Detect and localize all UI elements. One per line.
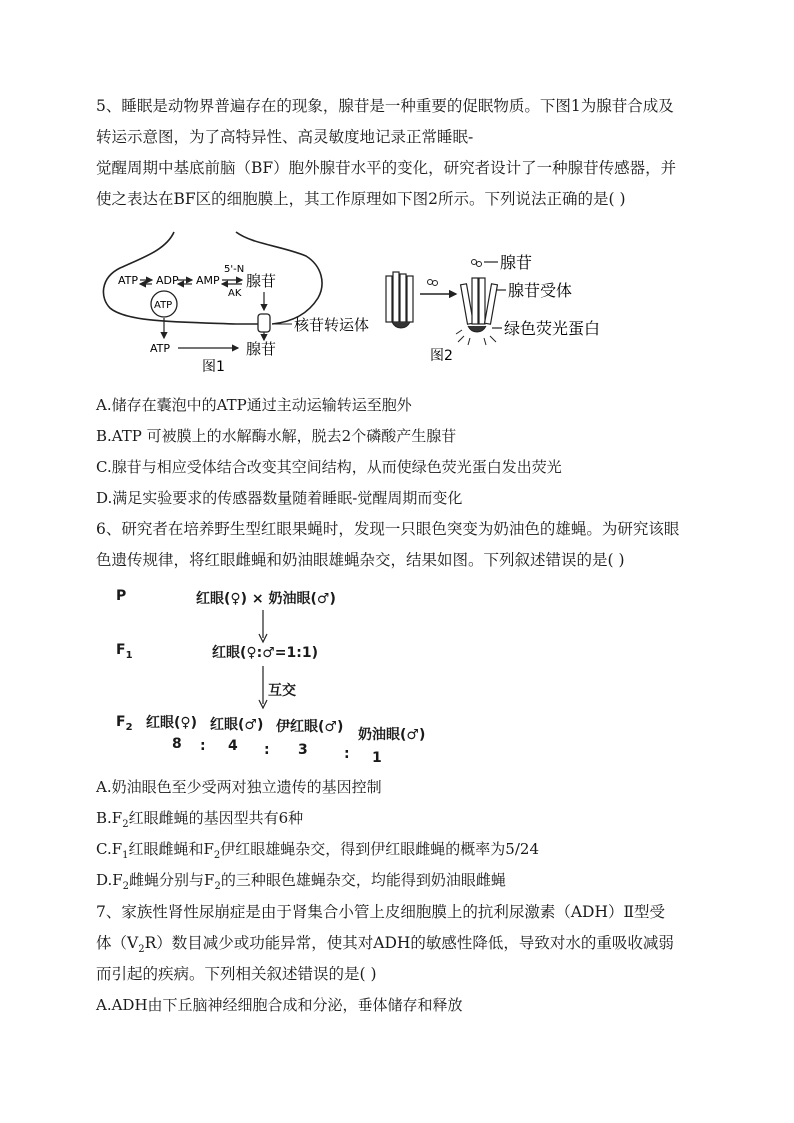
q5-option-a[interactable]: A.储存在囊泡中的ATP通过主动运输转运至胞外 — [96, 396, 412, 414]
ratio-colon-1: : — [200, 738, 206, 754]
q7-option-a[interactable]: A.ADH由下丘脑神经细胞合成和分泌，垂体储存和释放 — [96, 996, 463, 1014]
fig1-amp: AMP — [196, 274, 220, 287]
fig1-transporter: 核苷转运体 — [294, 316, 370, 334]
f2-phenotype-1: 红眼(♀) — [146, 715, 198, 731]
q6-option-c[interactable]: $C.F_1$红眼雌蝇和$F_2$伊红眼雄蝇杂交，得到伊红眼雌蝇的概率为5/24 — [96, 840, 539, 861]
arrow-p-f1 — [256, 610, 270, 644]
q7-stem-line3: 而引起的疾病。下列相关叙述错误的是( ) — [96, 965, 377, 983]
f2-label: $F_2$ — [116, 714, 133, 733]
f2-phenotype-2: 红眼(♂) — [210, 717, 264, 733]
f1-label: $F_1$ — [116, 642, 133, 661]
fig2-gfp: 绿色荧光蛋白 — [504, 319, 601, 338]
q6-stem-line2: 色遗传规律，将红眼雌蝇和奶油眼雄蝇杂交，结果如图。下列叙述错误的是( ) — [96, 551, 625, 569]
fig1-atp-out: ATP — [150, 342, 171, 355]
fig1-atp: ATP — [118, 274, 139, 287]
q5-stem-line1: 5、睡眠是动物界普遍存在的现象，腺苷是一种重要的促眠物质。下图1为腺苷合成及 — [96, 97, 674, 115]
fig1-adenosine-out: 腺苷 — [246, 340, 277, 358]
q7-stem-line1: 7、家族性肾性尿崩症是由于肾集合小管上皮细胞膜上的抗利尿激素（ADH）Ⅱ型受 — [96, 903, 666, 921]
q5-option-b[interactable]: B.ATP 可被膜上的水解酶水解，脱去2个磷酸产生腺苷 — [96, 427, 457, 445]
q5-option-d[interactable]: D.满足实验要求的传感器数量随着睡眠-觉醒周期而变化 — [96, 489, 463, 507]
fig1-atp-vesicle: ATP — [154, 300, 173, 311]
q5-stem-line2: 转运示意图，为了高特异性、高灵敏度地记录正常睡眠- — [96, 128, 474, 146]
ratio-3: 3 — [298, 742, 308, 758]
p-label: P — [116, 588, 127, 604]
fig1-enzyme-ak: AK — [228, 288, 242, 299]
sensor-unbound — [386, 272, 413, 328]
fig1-caption: 图1 — [202, 359, 225, 375]
intercross-label: 互交 — [268, 683, 296, 699]
q5-stem-line4: 使之表达在BF区的细胞膜上，其工作原理如下图2所示。下列说法正确的是( ) — [96, 190, 626, 208]
fig2-receptor: 腺苷受体 — [508, 281, 573, 300]
f2-phenotype-4: 奶油眼(♂) — [358, 727, 426, 743]
q5-stem-line3: 觉醒周期中基底前脑（BF）胞外腺苷水平的变化，研究者设计了一种腺苷传感器，并 — [96, 159, 677, 177]
q6-option-a[interactable]: A.奶油眼色至少受两对独立遗传的基因控制 — [96, 778, 382, 796]
fig1-adenosine-in: 腺苷 — [246, 272, 277, 290]
ratio-1: 8 — [172, 736, 182, 752]
p-cross: 红眼(♀) × 奶油眼(♂) — [196, 591, 336, 607]
q6-option-d[interactable]: $D.F_2$雌蝇分别与$F_2$的三种眼色雄蝇杂交，均能得到奶油眼雌蝇 — [96, 871, 506, 892]
q6-stem-line1: 6、研究者在培养野生型红眼果蝇时，发现一只眼色突变为奶油色的雄蝇。为研究该眼 — [96, 520, 680, 538]
fig2-adenosine: 腺苷 — [500, 253, 533, 272]
q7-stem-line2: 体$(V_2R)$数目减少或功能异常，使其对ADH的敏感性降低，导致对水的重吸收减弱 — [96, 934, 674, 956]
fig1-adp: ADP — [156, 274, 179, 287]
nucleoside-transporter — [258, 314, 270, 332]
f1-result: 红眼(♀:♂=1:1) — [212, 645, 319, 661]
ratio-colon-3: : — [344, 746, 350, 762]
q5-option-c[interactable]: C.腺苷与相应受体结合改变其空间结构，从而使绿色荧光蛋白发出荧光 — [96, 458, 562, 476]
f2-phenotype-3: 伊红眼(♂) — [276, 719, 344, 735]
q6-option-b[interactable]: $B.F_2$红眼雌蝇的基因型共有6种 — [96, 809, 304, 830]
ratio-colon-2: : — [264, 742, 270, 758]
sensor-bound — [456, 260, 497, 346]
fig1-enzyme-5n: 5'-N — [224, 264, 245, 275]
ratio-2: 4 — [228, 738, 238, 754]
ratio-4: 1 — [372, 750, 382, 766]
q5-figures — [96, 226, 616, 382]
fig2-caption: 图2 — [430, 348, 453, 364]
